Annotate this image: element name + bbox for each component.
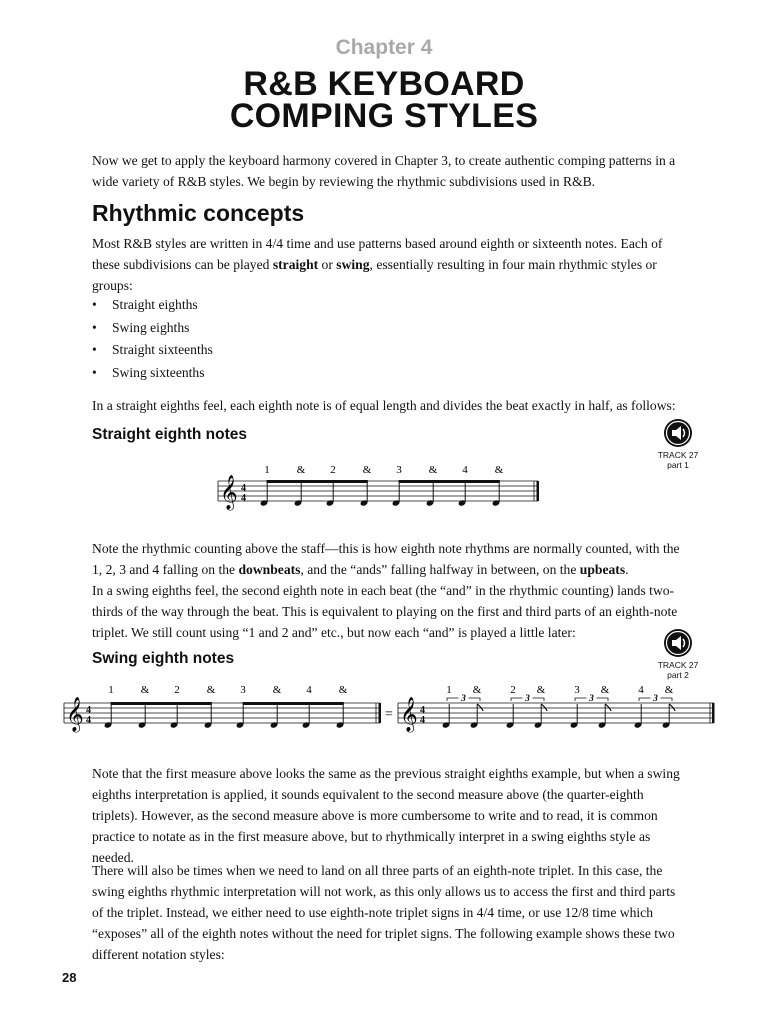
note-flag [477,704,483,711]
count-label: 2 [330,464,336,476]
time-signature-bottom: 4 [241,493,246,504]
rhythm-style-list [92,294,213,384]
triplet-number: 3 [589,693,594,703]
count-label: & [536,684,546,696]
example-heading-swing: Swing eighth notes [92,650,235,667]
chapter-label: Chapter 4 [335,36,433,59]
count-label: 3 [574,684,580,696]
time-signature-bottom: 4 [86,715,91,726]
count-label: 4 [462,464,468,476]
track-number: TRACK 27 [657,450,699,460]
track-part: part 2 [667,670,689,680]
list-item: • Swing eighths [92,319,190,335]
treble-clef-icon: 𝄞 [400,698,418,731]
list-item: • Straight eighths [92,297,198,312]
paragraph-triplets: There will also be times when we need to land on all three parts of an eighth-note triplet. In this case, the swing eighths rhythmic interpretation will not work, as this only allows us to access the first and third parts of the triplet. Instead, we either need to use eighth-note triplet signs in 4/4 time, or use 12/8 time which “exposes” all of the eighth notes without the need for triplet signs. The following example shows these two different notation styles: [92,863,676,962]
count-label: 4 [638,684,644,696]
count-label: 4 [306,684,312,696]
time-signature-top: 4 [420,705,425,716]
time-signature-top: 4 [86,705,91,716]
triplet-number: 3 [461,693,466,703]
paragraph-rhythmic-styles: Most R&B styles are written in 4/4 time and use patterns based around eighth or sixteenth notes. Each of these subdivisions can be played straight or swing, essentially resulting in four main rhythmic styles or groups: [92,236,663,293]
example-heading-straight: Straight eighth notes [92,426,247,443]
term-downbeats: downbeats [238,562,301,577]
track-part: part 1 [667,460,689,470]
count-label: & [296,464,306,476]
term-straight: straight [272,257,319,272]
count-label: 3 [240,684,246,696]
final-barline [379,703,382,723]
count-label: & [338,684,348,696]
title-line-2: COMPING STYLES [229,97,539,135]
beam [267,480,368,483]
beam [399,480,500,483]
track-number: TRACK 27 [657,660,699,670]
final-barline [712,703,715,723]
section-heading: Rhythmic concepts [92,200,305,226]
count-label: 2 [510,684,516,696]
treble-clef-icon: 𝄞 [220,476,238,509]
staff-straight-eighths [200,460,560,520]
paragraph-counting: Note the rhythmic counting above the staff—this is how eighth note rhythms are normally counted, with the 1, 2, 3 and 4 falling on the downbeats, and the “ands” falling halfway in between, on the upbeats. [92,541,680,577]
count-label: & [600,684,610,696]
paragraph-swing-interpretation: Note that the first measure above looks the same as the previous straight eighths example, but when a swing eighths interpretation is applied, it sounds equivalent to the second measure above (the quarter-eighth triplets). However, as the second measure above is more cumbersome to write and to read, it is common practice to notate as in the first measure above, but to rhythmically interpret in a swing eighths style as needed. [92,766,680,865]
final-barline [537,481,540,501]
note-flag [605,704,611,711]
time-signature-top: 4 [241,483,246,494]
beam [243,702,344,705]
speaker-icon [663,628,693,658]
term-swing: swing [336,257,370,272]
equals-sign: = [385,707,393,722]
audio-track-1[interactable] [648,418,708,470]
time-signature-bottom: 4 [420,715,425,726]
intro-paragraph: Now we get to apply the keyboard harmony covered in Chapter 3, to create authentic comping patterns in a wide variety of R&B styles. We begin by reviewing the rhythmic subdivisions used in R&B. [92,153,676,189]
triplet-number: 3 [525,693,530,703]
beam [111,702,212,705]
count-label: & [494,464,504,476]
title-line-1: R&B KEYBOARD [243,65,525,103]
count-label: 1 [108,684,114,696]
staff-swing-eighths [60,682,720,742]
speaker-icon [663,418,693,448]
count-label: 1 [264,464,270,476]
count-label: & [206,684,216,696]
note-flag [669,704,675,711]
note-flag [541,704,547,711]
count-label: 2 [174,684,180,696]
audio-track-2[interactable] [648,628,708,680]
term-upbeats: upbeats [579,562,626,577]
count-label: & [472,684,482,696]
count-label: & [362,464,372,476]
list-item: • Swing sixteenths [92,364,205,380]
paragraph-straight-feel: In a straight eighths feel, each eighth note is of equal length and divides the beat exactly in half, as follows: [92,398,676,413]
count-label: & [272,684,282,696]
paragraph-swing-feel: In a swing eighths feel, the second eighth note in each beat (the “and” in the rhythmic counting) lands two-thirds of the way through the beat. This is equivalent to playing on the first and third parts of an eighth-note triplet. We still count using “1 and 2 and” etc., but now each “and” is played a little later: [92,583,678,640]
chapter-title [0,65,768,135]
count-label: 1 [446,684,452,696]
treble-clef-icon: 𝄞 [66,698,84,731]
count-label: & [428,464,438,476]
count-label: & [140,684,150,696]
list-item: • Straight sixteenths [92,342,213,358]
count-label: & [664,684,674,696]
triplet-number: 3 [653,693,658,703]
count-label: 3 [396,464,402,476]
page-number: 28 [62,970,77,985]
